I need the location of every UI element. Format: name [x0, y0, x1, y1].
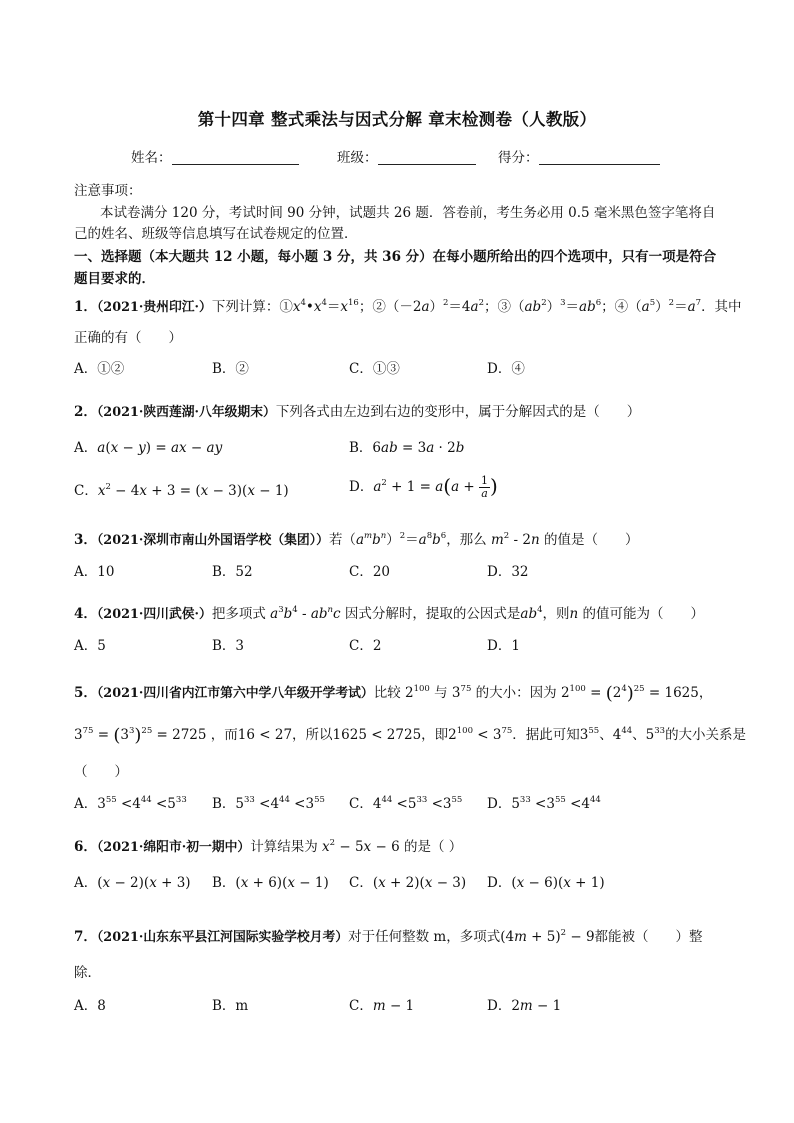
class-field	[337, 146, 476, 166]
name-blank[interactable]	[172, 150, 299, 165]
option-letter: D．	[487, 875, 512, 891]
question-7-stem	[74, 925, 703, 945]
question-text: ，而	[210, 727, 238, 743]
question-5-stem	[74, 681, 712, 704]
formula: $3^{55}$、$4^{44}$、$5^{33}$	[579, 726, 666, 743]
q4-option-b[interactable]: B．3	[212, 638, 245, 654]
option-value: m	[235, 998, 249, 1014]
question-text: 下列计算：	[211, 299, 280, 315]
question-5-stem-line-3: （ ）	[74, 764, 128, 780]
score-blank[interactable]	[539, 150, 660, 165]
formula: $5^{33} <3^{55} <4^{44}$	[511, 795, 601, 812]
option-letter: C．	[349, 796, 373, 812]
q2-option-a[interactable]: A．a(x − y) = ax − ay	[74, 440, 223, 456]
option-letter: A．	[74, 998, 98, 1014]
question-source: （2021·四川省内江市第六中学八年级开学考试）	[96, 686, 374, 701]
formula: $a^3b^4 - ab^nc$	[270, 605, 341, 622]
question-7-stem-line-2: 除．	[74, 965, 101, 981]
class-blank[interactable]	[378, 150, 476, 165]
q3-option-a[interactable]: A．10	[74, 564, 115, 580]
name-label: 姓名：	[131, 150, 172, 166]
formula: $ab^4$	[520, 605, 543, 622]
question-text: ，即	[421, 727, 449, 743]
formula: a	[97, 440, 106, 456]
q5-option-d[interactable]	[487, 792, 601, 812]
formula: $a^mb^n)^2=a^8b^6$，那么 $m^2 - 2n$	[355, 531, 540, 548]
question-text: ．据此可知	[512, 727, 580, 743]
question-text: 若（	[328, 532, 356, 548]
question-number: 7．	[74, 929, 97, 945]
question-text: ，则	[542, 606, 570, 622]
score-label: 得分：	[498, 150, 539, 166]
formula: 6ab = 3a · 2b	[372, 440, 465, 456]
option-letter: C．	[349, 998, 373, 1014]
formula: $4^{44} <5^{33} <3^{55}$	[372, 795, 463, 812]
option-letter: B．	[212, 875, 236, 891]
question-number: 6．	[74, 839, 97, 855]
q7-option-b[interactable]	[212, 994, 248, 1014]
option-letter: A．	[74, 875, 98, 891]
q2-option-c[interactable]	[74, 479, 289, 499]
formula: 2m − 1	[511, 998, 562, 1014]
question-text: 的大小关系是	[665, 727, 747, 743]
option-letter: A．	[74, 440, 98, 456]
q1-option-a[interactable]: A．①②	[74, 361, 125, 377]
q1-option-c[interactable]: C．①③	[349, 361, 400, 377]
option-letter: A．	[74, 796, 98, 812]
formula: (x + 2)(x − 3)	[372, 875, 467, 891]
question-6-stem	[74, 835, 462, 855]
question-source: （2021·贵州印江·）	[96, 300, 212, 315]
name-field	[131, 146, 299, 166]
q6-option-c[interactable]	[349, 871, 466, 891]
q5-option-c[interactable]	[349, 792, 462, 812]
option-letter: B．	[212, 998, 236, 1014]
q4-option-d[interactable]: D．1	[487, 638, 520, 654]
q7-option-d[interactable]	[487, 994, 561, 1014]
option-value: 8	[97, 998, 106, 1014]
formula: $3^{75}$	[447, 684, 472, 701]
notes-line-2: 己的姓名、班级等信息填写在试卷规定的位置．	[74, 226, 358, 242]
question-4-stem	[74, 602, 704, 622]
formula: m − 1	[372, 998, 415, 1014]
question-number: 3．	[74, 532, 97, 548]
question-text: ．其中	[701, 299, 742, 315]
page-title: 第十四章 整式乘法与因式分解 章末检测卷（人教版）	[197, 110, 597, 129]
question-3-stem	[74, 528, 638, 548]
question-text: 计算结果为	[250, 839, 318, 855]
q6-option-b[interactable]	[212, 871, 329, 891]
option-letter: D．	[487, 796, 512, 812]
question-source: （2021·山东东平县江河国际实验学校月考）	[96, 930, 349, 945]
q5-option-a[interactable]	[74, 792, 187, 812]
q3-option-c[interactable]: C．20	[349, 564, 391, 580]
question-number: 5．	[74, 685, 97, 701]
option-letter: B．	[212, 796, 236, 812]
score-field	[498, 146, 660, 166]
option-letter: D．	[349, 479, 374, 495]
question-text: 对于任何整数 m，多项式	[348, 929, 501, 945]
question-text: 的是（ ）	[403, 839, 463, 855]
formula: n	[569, 606, 579, 622]
question-source: （2021·陕西莲湖·八年级期末）	[96, 405, 276, 420]
formula: 1625 < 2725	[332, 727, 422, 743]
question-text: 都能被（ ）整	[594, 929, 703, 945]
q6-option-d[interactable]	[487, 871, 605, 891]
question-text: 把多项式	[211, 606, 266, 622]
class-label: 班级：	[337, 150, 378, 166]
q7-option-a[interactable]	[74, 994, 106, 1014]
formula: $2^{100}$	[400, 684, 430, 701]
q1-option-d[interactable]: D．④	[487, 361, 525, 377]
formula: $①x^4•x^4=x^{16}$；$②(-2a)^2=4a^2$；$③(ab^2)^3=ab^6$；$④(a^5)^2=a^7$	[279, 298, 702, 315]
question-text: 比较	[373, 685, 401, 701]
question-text: 的值是（ ）	[543, 532, 639, 548]
question-text: 的大小：因为	[475, 685, 557, 701]
formula: $2^{100} < 3^{75}$	[448, 726, 513, 743]
formula: $3^{55} <4^{44} <5^{33}$	[97, 795, 187, 812]
q6-option-a[interactable]	[74, 871, 191, 891]
question-number: 1．	[74, 299, 97, 315]
formula: $(4m + 5)^2 - 9$	[500, 928, 595, 945]
section-heading-line-1: 一、选择题（本大题共 12 小题，每小题 3 分，共 36 分）在每小题所给出的四个选项中，只有一项是符合	[74, 249, 717, 265]
question-1-stem	[74, 295, 742, 315]
option-letter: B．	[349, 440, 373, 456]
q3-option-b[interactable]: B．52	[212, 564, 253, 580]
formula: $2^{100} = (2^4)^{25} = 1625$，	[556, 683, 713, 704]
formula: $x^2 - 5x - 6$	[322, 838, 404, 855]
question-source: （2021·绵阳市·初一期中）	[96, 840, 251, 855]
formula: $3^{75} = (3^3)^{25} = 2725$	[74, 725, 211, 746]
q5-option-b[interactable]	[212, 792, 325, 812]
question-source: （2021·深圳市南山外国语学校（集团））	[96, 533, 329, 548]
question-text: 的值可能为（ ）	[582, 606, 705, 622]
option-letter: D．	[487, 998, 512, 1014]
question-number: 2．	[74, 404, 97, 420]
formula: 16 < 27	[237, 727, 293, 743]
q3-option-d[interactable]: D．32	[487, 564, 529, 580]
option-letter: C．	[349, 875, 373, 891]
q1-option-b[interactable]: B．②	[212, 361, 249, 377]
q7-option-c[interactable]	[349, 994, 414, 1014]
notes-line-1: 本试卷满分 120 分，考试时间 90 分钟，试题共 26 题．答卷前，考生务必用 0.5 毫米黑色签字笔将自	[100, 205, 716, 221]
question-text: 与	[434, 685, 448, 701]
formula: $x^2 - 4x + 3 = (x - 3)(x - 1)$	[97, 482, 289, 499]
formula: $a^2 + 1 = a(a$ + $\frac{1}{a}$ )	[373, 474, 498, 500]
notes-heading: 注意事项：	[74, 183, 142, 199]
question-text: ，所以	[292, 727, 333, 743]
question-2-stem	[74, 400, 640, 420]
q4-option-c[interactable]: C．2	[349, 638, 382, 654]
formula: $5^{33} <4^{44} <3^{55}$	[235, 795, 325, 812]
option-letter: C．	[74, 483, 98, 499]
question-text: 因式分解时，提取的公因式是	[344, 606, 521, 622]
question-5-stem-line-2	[74, 723, 746, 746]
formula: (x + 6)(x − 1)	[235, 875, 329, 891]
section-heading-line-2: 题目要求的．	[74, 271, 155, 287]
question-1-stem-line-2: 正确的有（ ）	[74, 330, 182, 346]
question-text: 下列各式由左边到右边的变形中，属于分解因式的是（ ）	[275, 404, 641, 420]
formula: (x − 6)(x + 1)	[511, 875, 605, 891]
q2-option-b[interactable]	[349, 436, 464, 456]
question-number: 4．	[74, 606, 97, 622]
q2-option-d[interactable]	[349, 474, 498, 500]
question-source: （2021·四川武侯·）	[96, 607, 212, 622]
formula: (x − 2)(x + 3)	[97, 875, 191, 891]
q4-option-a[interactable]: A．5	[74, 638, 106, 654]
